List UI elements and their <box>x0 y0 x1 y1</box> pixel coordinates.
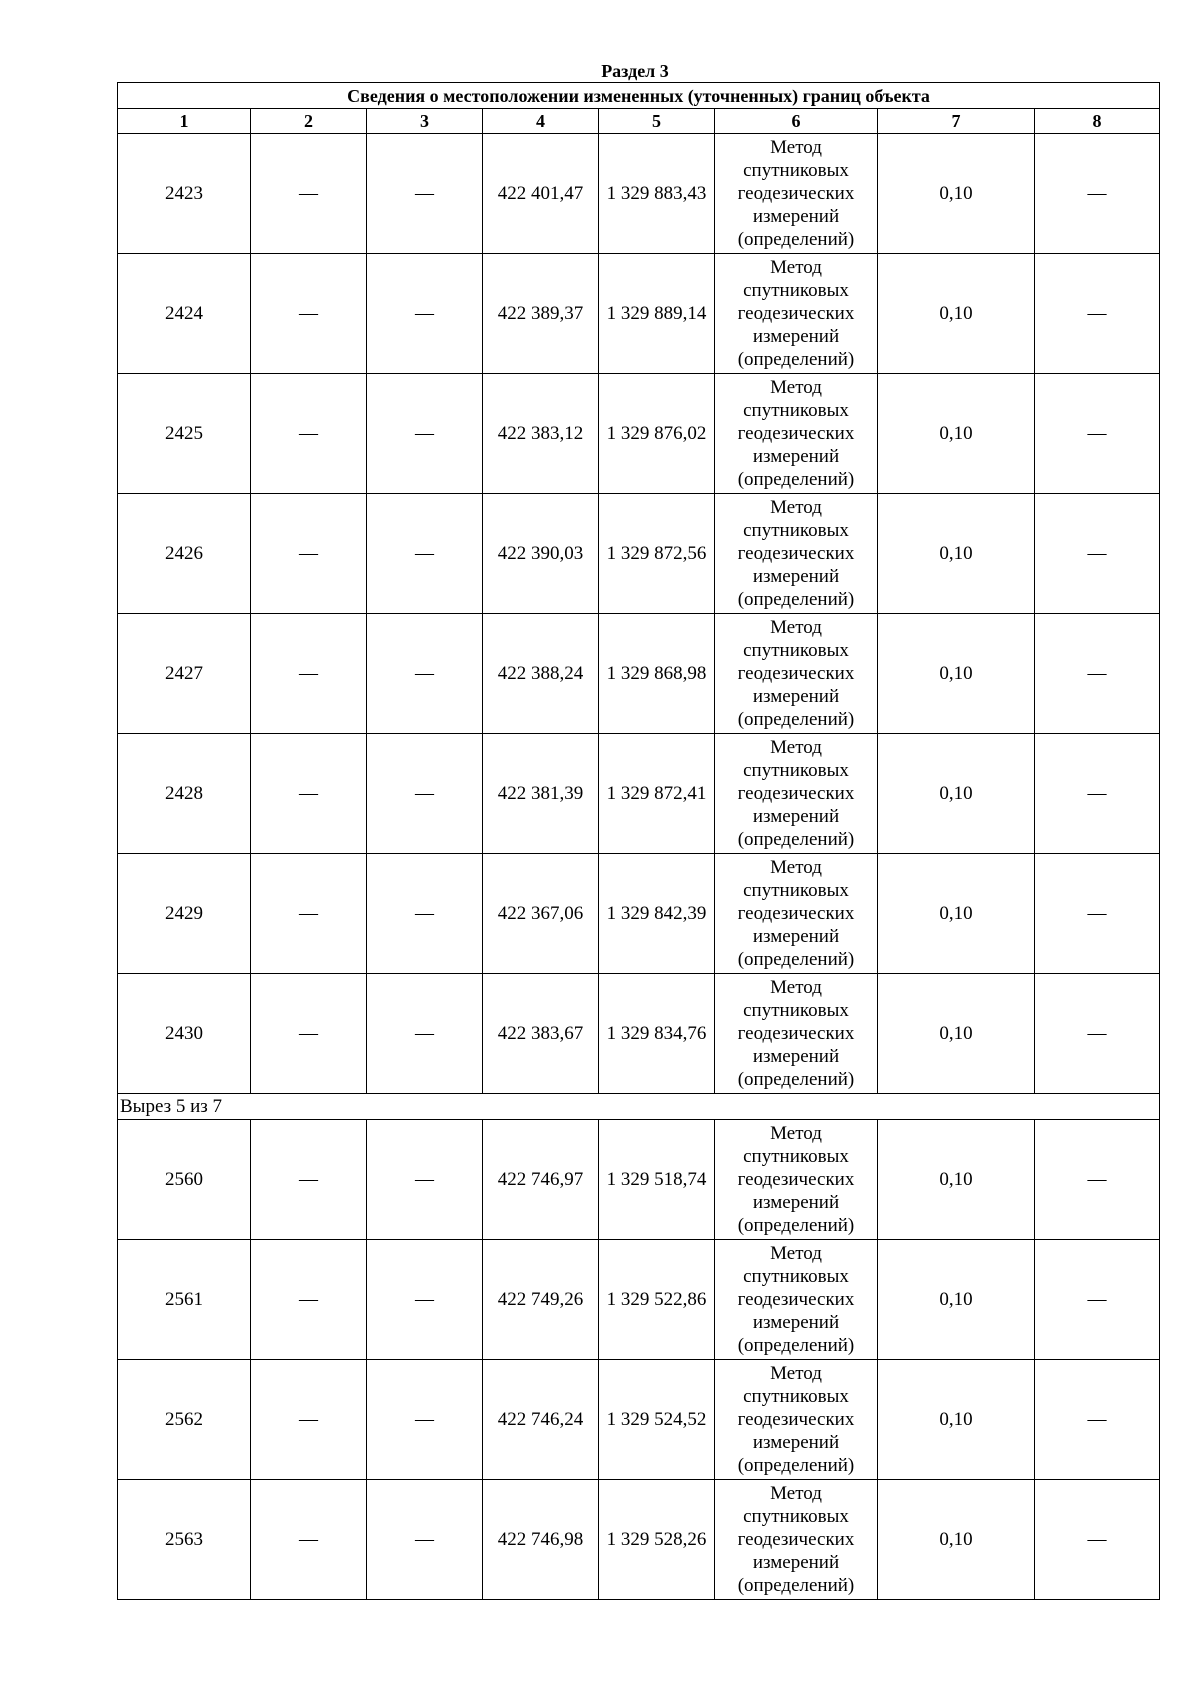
column-header: 7 <box>878 109 1035 134</box>
point-number-cell: 2560 <box>118 1120 251 1240</box>
column-header: 6 <box>715 109 878 134</box>
y-coordinate-cell: 1 329 842,39 <box>599 854 715 974</box>
col2-cell: — <box>251 1360 367 1480</box>
accuracy-cell: 0,10 <box>878 734 1035 854</box>
y-coordinate-cell: 1 329 868,98 <box>599 614 715 734</box>
boundary-coordinates-table <box>117 82 1160 1600</box>
method-line: (определений) <box>737 949 855 970</box>
method-line: Метод <box>770 857 822 878</box>
point-number-cell: 2427 <box>118 614 251 734</box>
col3-cell: — <box>367 134 483 254</box>
col2-cell: — <box>251 1120 367 1240</box>
point-number-cell: 2563 <box>118 1480 251 1600</box>
cutout-label: Вырез 5 из 7 <box>118 1094 1160 1120</box>
method-cell <box>715 1240 878 1360</box>
method-line: спутниковых <box>743 400 849 421</box>
point-number-cell: 2426 <box>118 494 251 614</box>
table-row <box>118 134 1160 254</box>
column-header: 1 <box>118 109 251 134</box>
col3-cell: — <box>367 254 483 374</box>
method-line: спутниковых <box>743 520 849 541</box>
point-number-cell: 2424 <box>118 254 251 374</box>
table-row <box>118 614 1160 734</box>
method-line: измерений <box>752 1312 840 1333</box>
method-line: Метод <box>770 1243 822 1264</box>
method-line: измерений <box>752 1046 840 1067</box>
col3-cell: — <box>367 1120 483 1240</box>
col3-cell: — <box>367 854 483 974</box>
col2-cell: — <box>251 1480 367 1600</box>
col8-cell: — <box>1035 254 1160 374</box>
x-coordinate-cell: 422 381,39 <box>483 734 599 854</box>
method-line: (определений) <box>737 829 855 850</box>
x-coordinate-cell: 422 746,98 <box>483 1480 599 1600</box>
x-coordinate-cell: 422 389,37 <box>483 254 599 374</box>
method-line: спутниковых <box>743 160 849 181</box>
accuracy-cell: 0,10 <box>878 1120 1035 1240</box>
column-header-row <box>118 109 1160 134</box>
method-cell <box>715 254 878 374</box>
col8-cell: — <box>1035 1240 1160 1360</box>
table-row <box>118 854 1160 974</box>
col8-cell: — <box>1035 134 1160 254</box>
method-line: измерений <box>752 806 840 827</box>
method-cell <box>715 614 878 734</box>
method-line: Метод <box>770 1483 822 1504</box>
method-line: Метод <box>770 137 822 158</box>
table-row <box>118 374 1160 494</box>
method-line: геодезических <box>737 903 855 924</box>
col3-cell: — <box>367 494 483 614</box>
method-cell <box>715 134 878 254</box>
table-row <box>118 974 1160 1094</box>
x-coordinate-cell: 422 749,26 <box>483 1240 599 1360</box>
column-header: 3 <box>367 109 483 134</box>
accuracy-cell: 0,10 <box>878 374 1035 494</box>
method-line: геодезических <box>737 1023 855 1044</box>
method-line: измерений <box>752 446 840 467</box>
method-line: спутниковых <box>743 1506 849 1527</box>
x-coordinate-cell: 422 367,06 <box>483 854 599 974</box>
y-coordinate-cell: 1 329 883,43 <box>599 134 715 254</box>
method-line: (определений) <box>737 589 855 610</box>
col8-cell: — <box>1035 1360 1160 1480</box>
method-line: измерений <box>752 326 840 347</box>
method-line: спутниковых <box>743 1000 849 1021</box>
y-coordinate-cell: 1 329 834,76 <box>599 974 715 1094</box>
col8-cell: — <box>1035 494 1160 614</box>
col2-cell: — <box>251 974 367 1094</box>
method-line: Метод <box>770 257 822 278</box>
col8-cell: — <box>1035 374 1160 494</box>
table-body <box>118 134 1160 1600</box>
col3-cell: — <box>367 734 483 854</box>
col2-cell: — <box>251 134 367 254</box>
method-line: спутниковых <box>743 1386 849 1407</box>
x-coordinate-cell: 422 383,67 <box>483 974 599 1094</box>
method-line: (определений) <box>737 1455 855 1476</box>
method-cell <box>715 854 878 974</box>
method-line: Метод <box>770 977 822 998</box>
x-coordinate-cell: 422 746,24 <box>483 1360 599 1480</box>
method-line: геодезических <box>737 303 855 324</box>
col2-cell: — <box>251 254 367 374</box>
method-line: геодезических <box>737 1289 855 1310</box>
method-line: спутниковых <box>743 640 849 661</box>
col2-cell: — <box>251 494 367 614</box>
method-cell <box>715 1360 878 1480</box>
col2-cell: — <box>251 374 367 494</box>
method-line: Метод <box>770 377 822 398</box>
column-header: 5 <box>599 109 715 134</box>
method-line: измерений <box>752 926 840 947</box>
x-coordinate-cell: 422 388,24 <box>483 614 599 734</box>
method-line: измерений <box>752 1432 840 1453</box>
table-row <box>118 1480 1160 1600</box>
point-number-cell: 2430 <box>118 974 251 1094</box>
method-line: измерений <box>752 206 840 227</box>
y-coordinate-cell: 1 329 522,86 <box>599 1240 715 1360</box>
method-line: Метод <box>770 1123 822 1144</box>
col2-cell: — <box>251 854 367 974</box>
table-row <box>118 1240 1160 1360</box>
accuracy-cell: 0,10 <box>878 614 1035 734</box>
col8-cell: — <box>1035 1480 1160 1600</box>
method-line: спутниковых <box>743 880 849 901</box>
point-number-cell: 2561 <box>118 1240 251 1360</box>
method-cell <box>715 734 878 854</box>
method-line: (определений) <box>737 469 855 490</box>
accuracy-cell: 0,10 <box>878 1480 1035 1600</box>
method-line: геодезических <box>737 663 855 684</box>
col8-cell: — <box>1035 854 1160 974</box>
point-number-cell: 2423 <box>118 134 251 254</box>
point-number-cell: 2428 <box>118 734 251 854</box>
method-line: (определений) <box>737 349 855 370</box>
accuracy-cell: 0,10 <box>878 1360 1035 1480</box>
x-coordinate-cell: 422 401,47 <box>483 134 599 254</box>
method-line: геодезических <box>737 543 855 564</box>
method-cell <box>715 1480 878 1600</box>
cutout-label-row <box>118 1094 1160 1120</box>
method-line: измерений <box>752 1192 840 1213</box>
col3-cell: — <box>367 1480 483 1600</box>
y-coordinate-cell: 1 329 528,26 <box>599 1480 715 1600</box>
accuracy-cell: 0,10 <box>878 254 1035 374</box>
method-line: (определений) <box>737 1069 855 1090</box>
accuracy-cell: 0,10 <box>878 494 1035 614</box>
col3-cell: — <box>367 614 483 734</box>
method-line: спутниковых <box>743 1146 849 1167</box>
col2-cell: — <box>251 734 367 854</box>
method-line: Метод <box>770 497 822 518</box>
accuracy-cell: 0,10 <box>878 134 1035 254</box>
method-line: спутниковых <box>743 760 849 781</box>
method-line: (определений) <box>737 1215 855 1236</box>
accuracy-cell: 0,10 <box>878 974 1035 1094</box>
method-cell <box>715 494 878 614</box>
method-line: геодезических <box>737 1409 855 1430</box>
method-line: измерений <box>752 566 840 587</box>
method-line: Метод <box>770 1363 822 1384</box>
y-coordinate-cell: 1 329 518,74 <box>599 1120 715 1240</box>
method-line: измерений <box>752 1552 840 1573</box>
x-coordinate-cell: 422 390,03 <box>483 494 599 614</box>
point-number-cell: 2425 <box>118 374 251 494</box>
method-line: Метод <box>770 737 822 758</box>
col2-cell: — <box>251 1240 367 1360</box>
table-row <box>118 494 1160 614</box>
method-cell <box>715 374 878 494</box>
table-row <box>118 734 1160 854</box>
method-line: (определений) <box>737 1335 855 1356</box>
x-coordinate-cell: 422 383,12 <box>483 374 599 494</box>
y-coordinate-cell: 1 329 889,14 <box>599 254 715 374</box>
table-row <box>118 1360 1160 1480</box>
col8-cell: — <box>1035 1120 1160 1240</box>
table-row <box>118 254 1160 374</box>
method-line: геодезических <box>737 1169 855 1190</box>
col8-cell: — <box>1035 974 1160 1094</box>
y-coordinate-cell: 1 329 872,41 <box>599 734 715 854</box>
col3-cell: — <box>367 1360 483 1480</box>
method-line: (определений) <box>737 229 855 250</box>
method-line: геодезических <box>737 1529 855 1550</box>
point-number-cell: 2429 <box>118 854 251 974</box>
table-row <box>118 1120 1160 1240</box>
method-line: геодезических <box>737 183 855 204</box>
y-coordinate-cell: 1 329 872,56 <box>599 494 715 614</box>
y-coordinate-cell: 1 329 524,52 <box>599 1360 715 1480</box>
table-caption: Сведения о местоположении измененных (уточненных) границ объекта <box>118 83 1160 109</box>
method-cell <box>715 1120 878 1240</box>
method-line: геодезических <box>737 783 855 804</box>
col3-cell: — <box>367 974 483 1094</box>
method-line: (определений) <box>737 709 855 730</box>
col2-cell: — <box>251 614 367 734</box>
method-cell <box>715 974 878 1094</box>
section-title: Раздел 3 <box>601 61 669 81</box>
method-line: спутниковых <box>743 280 849 301</box>
method-line: спутниковых <box>743 1266 849 1287</box>
col8-cell: — <box>1035 734 1160 854</box>
col3-cell: — <box>367 1240 483 1360</box>
method-line: геодезических <box>737 423 855 444</box>
accuracy-cell: 0,10 <box>878 1240 1035 1360</box>
method-line: измерений <box>752 686 840 707</box>
accuracy-cell: 0,10 <box>878 854 1035 974</box>
y-coordinate-cell: 1 329 876,02 <box>599 374 715 494</box>
method-line: Метод <box>770 617 822 638</box>
x-coordinate-cell: 422 746,97 <box>483 1120 599 1240</box>
column-header: 2 <box>251 109 367 134</box>
col8-cell: — <box>1035 614 1160 734</box>
point-number-cell: 2562 <box>118 1360 251 1480</box>
col3-cell: — <box>367 374 483 494</box>
column-header: 8 <box>1035 109 1160 134</box>
method-line: (определений) <box>737 1575 855 1596</box>
column-header: 4 <box>483 109 599 134</box>
